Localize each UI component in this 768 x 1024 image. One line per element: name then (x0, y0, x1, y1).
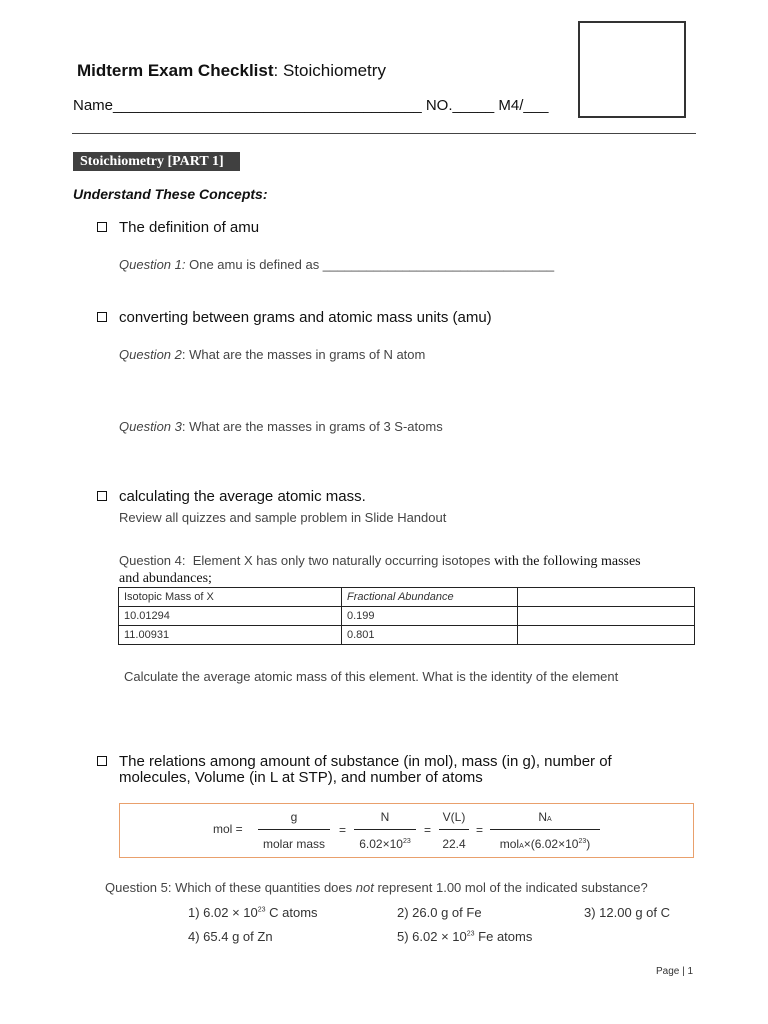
isotope-table (118, 587, 695, 645)
table-row (119, 607, 695, 626)
concepts-heading: Understand These Concepts: (73, 186, 268, 202)
question-1: Question 1: One amu is defined as ________________________________ (119, 257, 555, 272)
question-3: Question 3: What are the masses in grams of 3 S-atoms (119, 419, 443, 434)
item-label-average-mass: calculating the average atomic mass. (119, 488, 366, 505)
page-title: Midterm Exam Checklist: Stoichiometry (77, 61, 386, 80)
name-number-line: Name_____________________________________ NO._____ M4/___ (73, 97, 549, 114)
table-cell: 11.00931 (119, 626, 342, 645)
table-cell (518, 626, 695, 645)
header-cell: Isotopic Mass of X (119, 588, 342, 607)
checkbox-grams-amu[interactable] (97, 312, 107, 322)
option-5: 5) $6.02 \times 10^{23}$ Fe atoms (397, 929, 533, 944)
equals-sign: = (424, 823, 432, 837)
fraction-2-denominator: $6.02\times 10^{23}$ (359, 837, 411, 851)
item-label-amu: The definition of amu (119, 219, 260, 236)
table-cell (518, 607, 695, 626)
item-label-relations-2: molecules, Volume (in L at STP), and number of atoms (119, 769, 483, 786)
fraction-1-denominator: molar mass (262, 837, 325, 851)
table-cell: 0.199 (342, 607, 518, 626)
fraction-2-bar (354, 829, 416, 830)
fraction-3-numerator: V(L) (442, 810, 466, 824)
equals-sign: = (339, 823, 347, 837)
equals-sign: = (476, 823, 484, 837)
fraction-4-numerator: NA (538, 810, 552, 824)
header-cell (518, 588, 695, 607)
fraction-2-numerator: N (380, 810, 390, 824)
fraction-1-numerator: g (290, 810, 298, 824)
fraction-1-bar (258, 829, 330, 830)
question-4-cont: and abundances; (119, 571, 212, 586)
review-note: Review all quizzes and sample problem in Slide Handout (119, 510, 447, 525)
table-cell: 0.801 (342, 626, 518, 645)
option-2: 2) 26.0 g of Fe (397, 905, 482, 920)
header-divider (72, 133, 696, 134)
fraction-4-denominator: $molA\times(6.02\times 10^{23})$ (499, 837, 591, 851)
table-row (119, 626, 695, 645)
header-cell: Fractional Abundance (342, 588, 518, 607)
checkbox-amu[interactable] (97, 222, 107, 232)
question-4-followup: Calculate the average atomic mass of this element. What is the identity of the element (124, 669, 619, 684)
photo-box (578, 21, 686, 118)
fraction-3-bar (439, 829, 469, 830)
table-header-row (119, 588, 695, 607)
question-4: Question 4: Element X has only two naturally occurring isotopes with the following masses (119, 553, 641, 569)
part-label: Stoichiometry [PART 1] (73, 152, 240, 171)
question-5: Question 5: Which of these quantities does not represent 1.00 mol of the indicated substance? (105, 880, 648, 895)
page-number: Page | 1 (656, 966, 694, 977)
checkbox-average-mass[interactable] (97, 491, 107, 501)
option-1: 1) $6.02 \times 10^{23}$ C atoms (188, 905, 318, 920)
fraction-3-denominator: 22.4 (442, 837, 466, 851)
formula-lhs: mol = (213, 822, 243, 836)
checkbox-relations[interactable] (97, 756, 107, 766)
question-2: Question 2: What are the masses in grams of N atom (119, 347, 426, 362)
fraction-4-bar (490, 829, 600, 830)
item-label-grams-amu: converting between grams and atomic mass units (amu) (119, 309, 492, 326)
item-label-relations-1: The relations among amount of substance (in mol), mass (in g), number of (119, 753, 612, 770)
option-3: 3) 12.00 g of C (584, 905, 670, 920)
option-4: 4) 65.4 g of Zn (188, 929, 273, 944)
table-cell: 10.01294 (119, 607, 342, 626)
